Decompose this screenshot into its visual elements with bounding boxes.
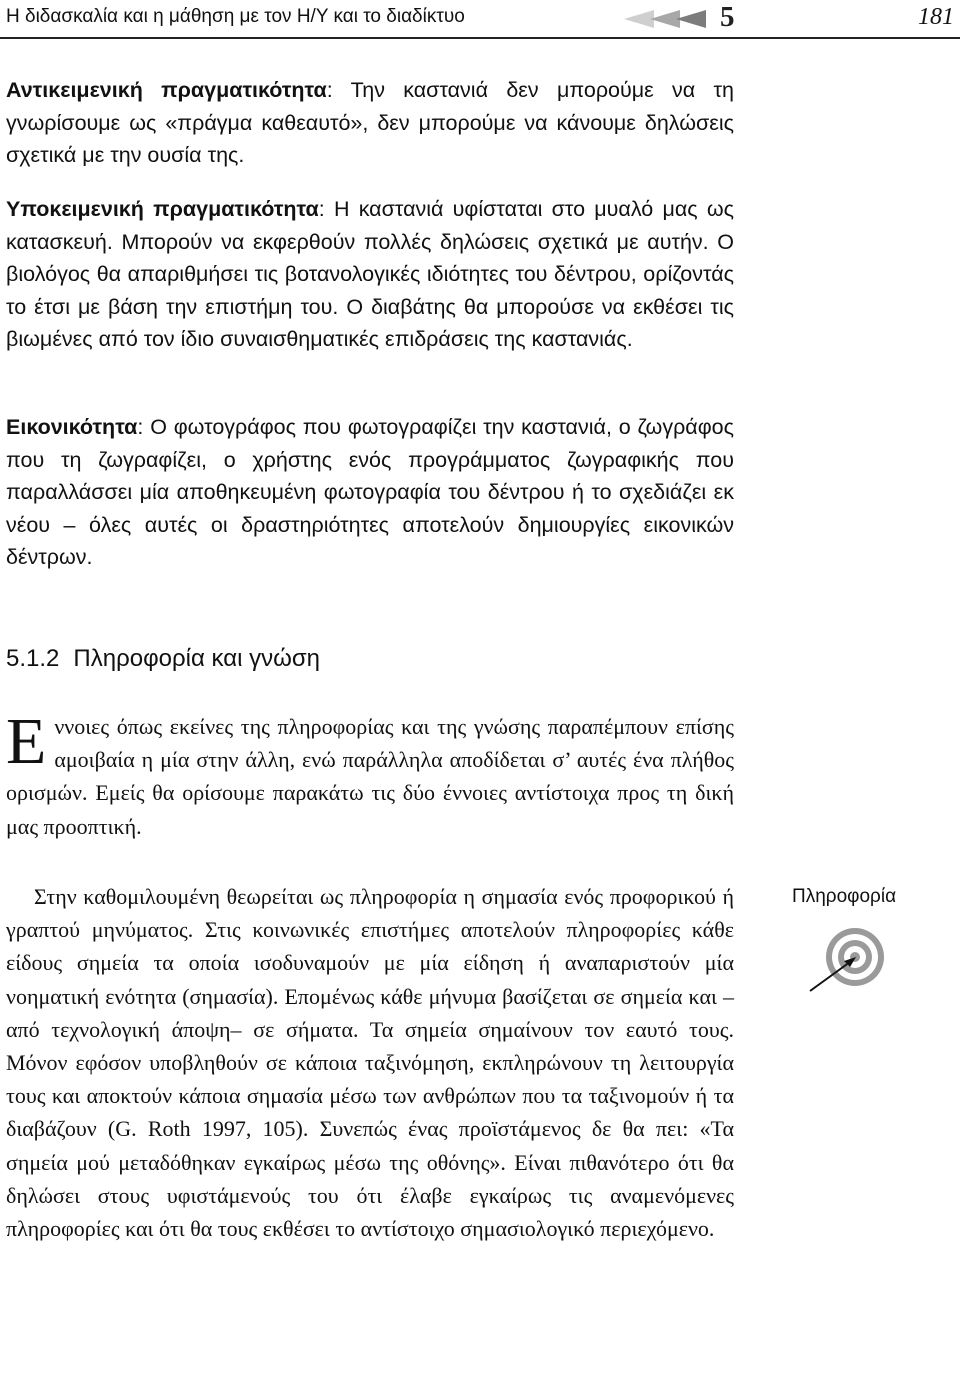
target-arrow-icon xyxy=(800,920,910,1000)
chapter-number: 5 xyxy=(720,1,735,33)
paragraph-subjective-reality xyxy=(6,193,734,356)
page-number: 181 xyxy=(918,4,954,30)
section-title: Πληροφορία και γνώση xyxy=(73,645,320,672)
header-rule xyxy=(0,37,960,39)
term-objective-reality: Αντικειμενική πραγματικότητα xyxy=(6,78,327,102)
paragraph-text: : Ο φωτογράφος που φωτογραφίζει την καστανιά, ο ζωγράφος που τη ζωγραφίζει, ο χρήστης ενός προγράμματος ζωγραφικής που παραλλάσσει μία αποθηκευμένη φωτογραφία του δέντρου ή το σχεδιάζει εκ νέου – όλες αυτές οι δραστηριότητες αποτελούν δημιουργίες εικονικών δέντρων. xyxy=(6,415,734,569)
drop-cap: Ε xyxy=(6,705,47,778)
term-virtuality: Εικονικότητα xyxy=(6,415,138,439)
triple-left-arrow-icon xyxy=(622,8,716,30)
paragraph-text: : Η καστανιά υφίσταται στο μυαλό μας ως κατασκευή. Μπορούν να εκφερθούν πολλές δηλώσεις σχετικά με αυτήν. Ο βιολόγος θα απαριθμήσει τις βοτανολογικές ιδιότητες του δέντρου, ορίζοντάς το έτσι με βάση την επιστήμη του. Ο διαβάτης θα μπορούσε να εκθέσει τις βιωμένες από τον ίδιο συναισθηματικές επιδράσεις της καστανιάς. xyxy=(6,197,734,351)
paragraph-intro xyxy=(6,705,734,843)
section-number: 5.1.2 xyxy=(6,645,60,672)
running-title: Η διδασκαλία και η μάθηση με τον Η/Υ και το διαδίκτυο xyxy=(6,6,465,27)
paragraph-text: Στην καθομιλουμένη θεωρείται ως πληροφορία η σημασία ενός προφορικού ή γραπτού μηνύματος. Στις κοινωνικές επιστήμες αποτελούν πληροφορίες κάθε είδους σημεία τα οποία ισοδυναμούν με μία είδηση ή αναπαριστούν μία νοηματική ενότητα (σημασία). Επομένως κάθε μήνυμα βασίζεται σε σημεία και –από τεχνολογική άποψη– σε σήματα. Τα σημεία σημαίνουν τον εαυτό τους. Μόνον εφόσον υποβληθούν σε κάποια ταξινόμηση, εκπληρώνουν τη λειτουργία τους και αποκτούν κάποια σημασία μέσω των ανθρώπων που τα ταξινομούν ή τα διαβάζουν (G. Roth 1997, 105). Συνεπώς ένας προϊστάμενος δε θα πει: «Τα σημεία μού μεταδόθηκαν εγκαίρως μέσω της οθόνης». Είναι πιθανότερο ότι θα δηλώσει στους υφιστάμενούς του ότι έλαβε εγκαίρως τις αναμενόμενες πληροφορίες και ότι θα τους εκθέσει το αντίστοιχο σημασιολογικό περιεχόμενο. xyxy=(6,884,734,1242)
paragraph-objective-reality xyxy=(6,74,734,172)
term-subjective-reality: Υποκειμενική πραγματικότητα xyxy=(6,197,319,221)
paragraph-information xyxy=(6,880,734,1245)
margin-note: Πληροφορία xyxy=(792,886,897,907)
paragraph-text: ννοιες όπως εκείνες της πληροφορίας και της γνώσης παραπέμπουν επίσης αμοιβαία η μία στην άλλη, ενώ παράλληλα αποδίδεται σ’ αυτές ένα πλήθος ορισμών. Εμείς θα ορίσουμε παρακάτω τις δύο έννοιες αντίστοιχα προς τη δική μας προοπτική. xyxy=(6,714,734,839)
section-heading xyxy=(6,645,320,673)
paragraph-virtuality xyxy=(6,411,734,574)
paragraph-text: : Την καστανιά δεν μπορούμε να τη γνωρίσουμε ως «πράγμα καθεαυτό», δεν μπορούμε να κάνουμε δηλώσεις σχετικά με την ουσία της. xyxy=(6,78,734,167)
page-header xyxy=(0,0,960,38)
